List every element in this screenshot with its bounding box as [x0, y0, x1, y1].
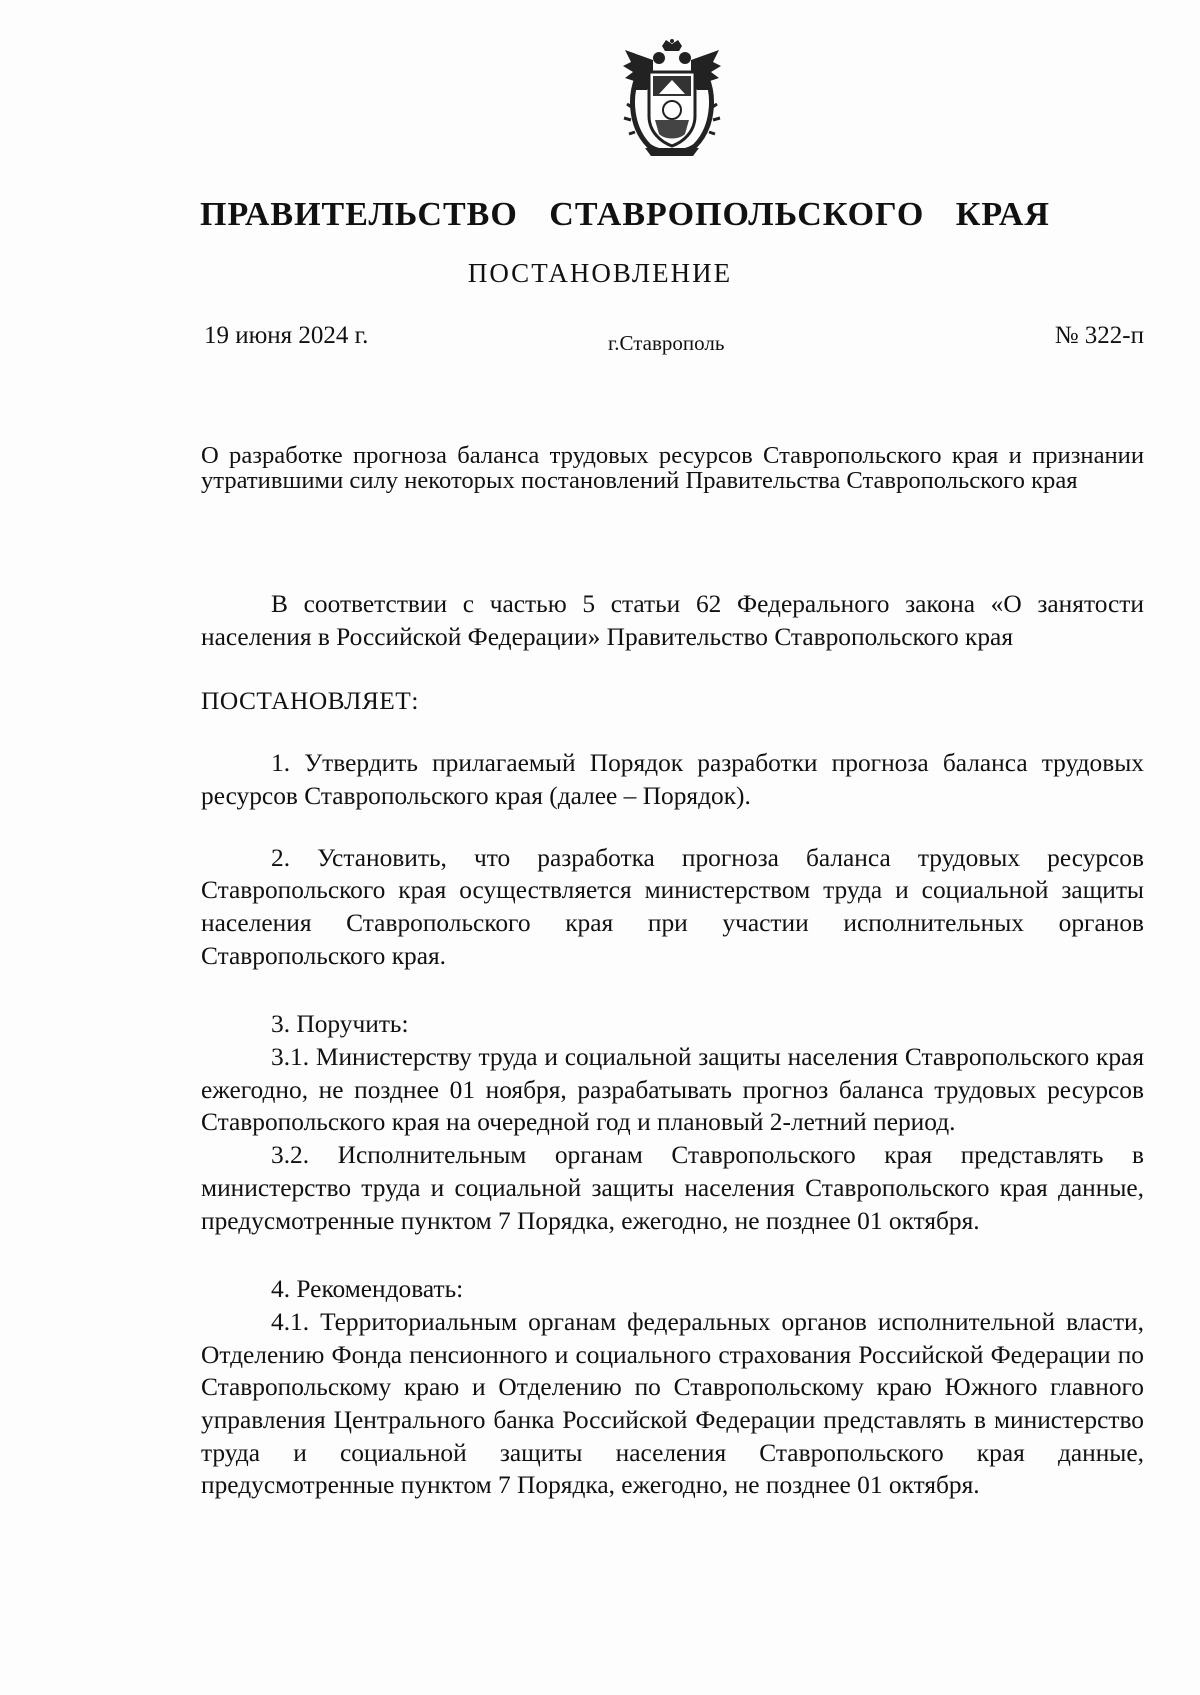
document-date: 19 июня 2024 г. — [204, 322, 369, 349]
decree-verb: ПОСТАНОВЛЯЕТ: — [201, 687, 419, 716]
preamble-paragraph: В соответствии с частью 5 статьи 62 Федерального закона «О занятости населения в Российской Федерации» Правительство Ставропольского края — [201, 590, 1144, 651]
item-4: 4. Рекомендовать: — [271, 1275, 464, 1304]
coat-of-arms-icon — [619, 38, 725, 158]
document-city: г.Ставрополь — [608, 331, 725, 355]
item-2: 2. Установить, что разработка прогноза баланса трудовых ресурсов Ставропольского края осуществляется министерством труда и социальной защиты населения Ставропольского края при участии исполнительных органов Ставропольского края. — [201, 843, 1144, 970]
item-1: 1. Утвердить прилагаемый Порядок разработки прогноза баланса трудовых ресурсов Ставропольского края (далее – Порядок). — [201, 749, 1144, 810]
document-type: ПОСТАНОВЛЕНИЕ — [467, 258, 733, 288]
item-3-2: 3.2. Исполнительным органам Ставропольского края представлять в министерство труда и социальной защиты населения Ставропольского края данные, предусмотренные пунктом 7 Порядка, ежегодно, не позднее 01 октября. — [201, 1141, 1144, 1235]
item-3: 3. Поручить: — [271, 1010, 409, 1039]
item-3-1: 3.1. Министерству труда и социальной защиты населения Ставропольского края ежегодно, не позднее 01 ноября, разрабатывать прогноз баланса трудовых ресурсов Ставропольского края на очередной год и плановый 2-летний период. — [201, 1043, 1144, 1137]
document-number: № 322-п — [1054, 322, 1144, 349]
document-subject: О разработке прогноза баланса трудовых ресурсов Ставропольского края и признании утратившими силу некоторых постановлений Правительства Ставропольского края — [201, 442, 1144, 494]
document-body — [201, 588, 1144, 1502]
government-title: ПРАВИТЕЛЬСТВО СТАВРОПОЛЬСКОГО КРАЯ — [200, 196, 1050, 233]
item-4-1: 4.1. Территориальным органам федеральных органов исполнительной власти, Отделению Фонда пенсионного и социального страхования Российской Федерации по Ставропольскому краю и Отделению по Ставропольскому краю Южного главного управления Центрального банка Российской Федерации представлять в министерство труда и социальной защиты населения Ставропольского края данные, предусмотренные пунктом 7 Порядка, ежегодно, не позднее 01 октября. — [201, 1307, 1144, 1500]
